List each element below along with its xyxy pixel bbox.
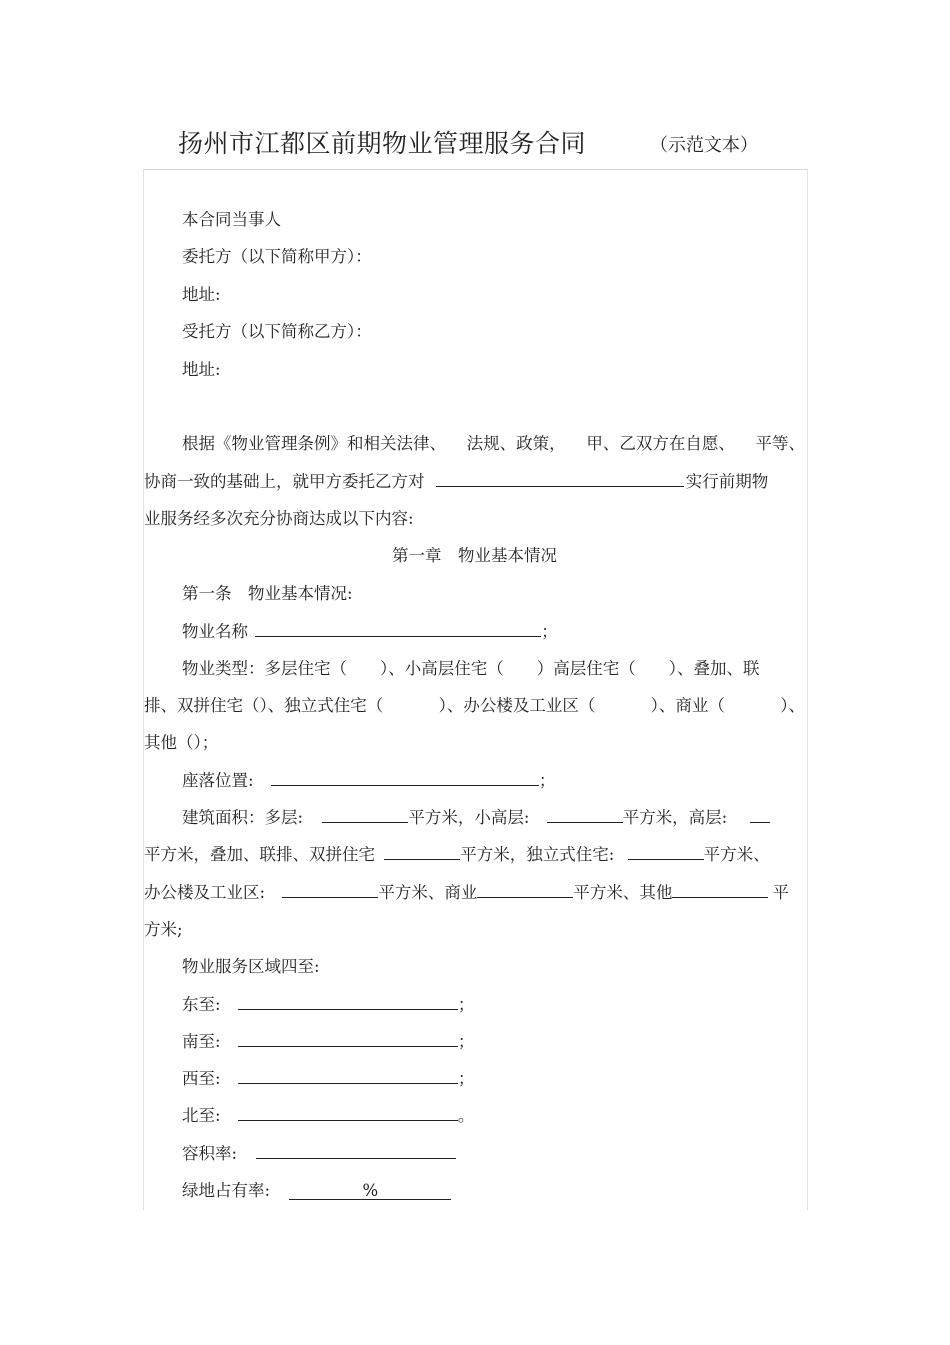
plot-ratio-line	[182, 1140, 456, 1164]
boundary-east-line	[182, 991, 474, 1015]
end-mark: 。	[457, 1106, 475, 1125]
trustee-address-label: 地址:	[182, 360, 221, 379]
trustee-label: 受托方（以下简称乙方）：	[182, 322, 372, 341]
document-title: 扬州市江都区前期物业管理服务合同	[178, 129, 587, 158]
area-label: 平	[772, 883, 789, 902]
green-ratio-label: 绿地占有率:	[182, 1181, 271, 1200]
document-subtitle: （示范文本）	[650, 135, 758, 156]
boundary-south-label: 南至:	[182, 1032, 221, 1051]
property-name-blank[interactable]	[255, 618, 541, 637]
area-label: 平方米，独立式住宅:	[460, 845, 615, 864]
boundary-west-line	[182, 1065, 474, 1089]
property-type-part: ）、办公楼及工业区（	[438, 696, 596, 715]
property-type-line-1: 物业类型：多层住宅（ ）、小高层住宅（ ）高层住宅（ ）、叠加、联	[182, 659, 760, 678]
preamble-line-3: 业服务经多次充分协商达成以下内容:	[144, 509, 414, 528]
area-label: 平方米、	[703, 845, 770, 864]
semicolon: ；	[457, 1032, 475, 1051]
location-blank[interactable]	[271, 767, 539, 786]
contract-body-frame	[143, 169, 808, 1210]
plot-ratio-label: 容积率:	[182, 1144, 238, 1163]
preamble-part: 甲、乙双方在自愿、	[586, 434, 735, 453]
location-line	[182, 767, 555, 791]
detached-area-blank[interactable]	[628, 841, 704, 860]
parties-intro: 本合同当事人	[182, 210, 281, 229]
area-line-2	[144, 841, 770, 865]
property-type-line-3: 其他（）；	[144, 733, 219, 752]
preamble-part: 根据《物业管理条例》和相关法律、	[182, 434, 446, 453]
location-label: 座落位置:	[182, 771, 254, 790]
area-line-4: 方米;	[144, 920, 183, 939]
property-type-part: 排、双拼住宅（）、独立式住宅（	[144, 696, 384, 715]
commercial-area-blank[interactable]	[477, 879, 573, 898]
article-heading: 第一条 物业基本情况:	[182, 584, 353, 603]
property-name-label: 物业名称	[182, 622, 248, 641]
area-label: 平方米，小高层:	[408, 808, 530, 827]
boundary-north-blank[interactable]	[238, 1102, 458, 1121]
other-area-blank[interactable]	[672, 879, 768, 898]
boundary-south-blank[interactable]	[238, 1028, 458, 1047]
preamble-text: 实行前期物	[685, 472, 769, 491]
area-label: 平方米，高层:	[622, 808, 728, 827]
boundaries-heading: 物业服务区域四至:	[182, 957, 320, 976]
plot-ratio-blank[interactable]	[256, 1140, 456, 1159]
high-rise-area-blank[interactable]	[750, 804, 770, 823]
boundary-north-label: 北至:	[182, 1106, 221, 1125]
area-line-1	[182, 804, 770, 828]
semicolon: ；	[457, 1069, 475, 1088]
boundary-west-label: 西至:	[182, 1069, 221, 1088]
multi-storey-area-blank[interactable]	[322, 804, 408, 823]
property-blank[interactable]	[436, 468, 684, 487]
semicolon: ；	[538, 771, 556, 790]
semicolon: ；	[541, 622, 558, 641]
area-label: 建筑面积：多层:	[182, 808, 304, 827]
townhouse-area-blank[interactable]	[384, 841, 460, 860]
percent-sign: %	[362, 1181, 379, 1200]
property-type-line-2	[144, 692, 805, 716]
boundary-east-label: 东至:	[182, 995, 221, 1014]
preamble-line-1	[182, 430, 805, 454]
mid-rise-area-blank[interactable]	[547, 804, 623, 823]
boundary-west-blank[interactable]	[238, 1065, 458, 1084]
office-area-blank[interactable]	[282, 879, 378, 898]
area-label: 办公楼及工业区:	[144, 883, 266, 902]
property-name-line	[182, 618, 558, 642]
green-ratio-line	[182, 1177, 451, 1201]
property-type-part: ）、商业（	[650, 696, 725, 715]
preamble-text: 协商一致的基础上，就甲方委托乙方对	[144, 472, 425, 491]
area-label: 平方米、其他	[573, 883, 673, 902]
semicolon: ；	[457, 995, 475, 1014]
boundary-north-line	[182, 1102, 474, 1126]
green-ratio-blank[interactable]	[289, 1181, 451, 1200]
chapter-heading: 第一章 物业基本情况	[392, 546, 557, 565]
boundary-south-line	[182, 1028, 474, 1052]
property-type-part: ）、	[780, 696, 805, 715]
preamble-line-2	[144, 468, 768, 492]
area-line-3	[144, 879, 789, 903]
client-address-label: 地址:	[182, 285, 221, 304]
area-label: 平方米、商业	[378, 883, 478, 902]
area-label: 平方米，叠加、联排、双拼住宅	[144, 845, 375, 864]
preamble-part: 法规、政策，	[466, 434, 566, 453]
client-label: 委托方（以下简称甲方）：	[182, 247, 372, 266]
boundary-east-blank[interactable]	[238, 991, 458, 1010]
preamble-part: 平等、	[755, 434, 805, 453]
